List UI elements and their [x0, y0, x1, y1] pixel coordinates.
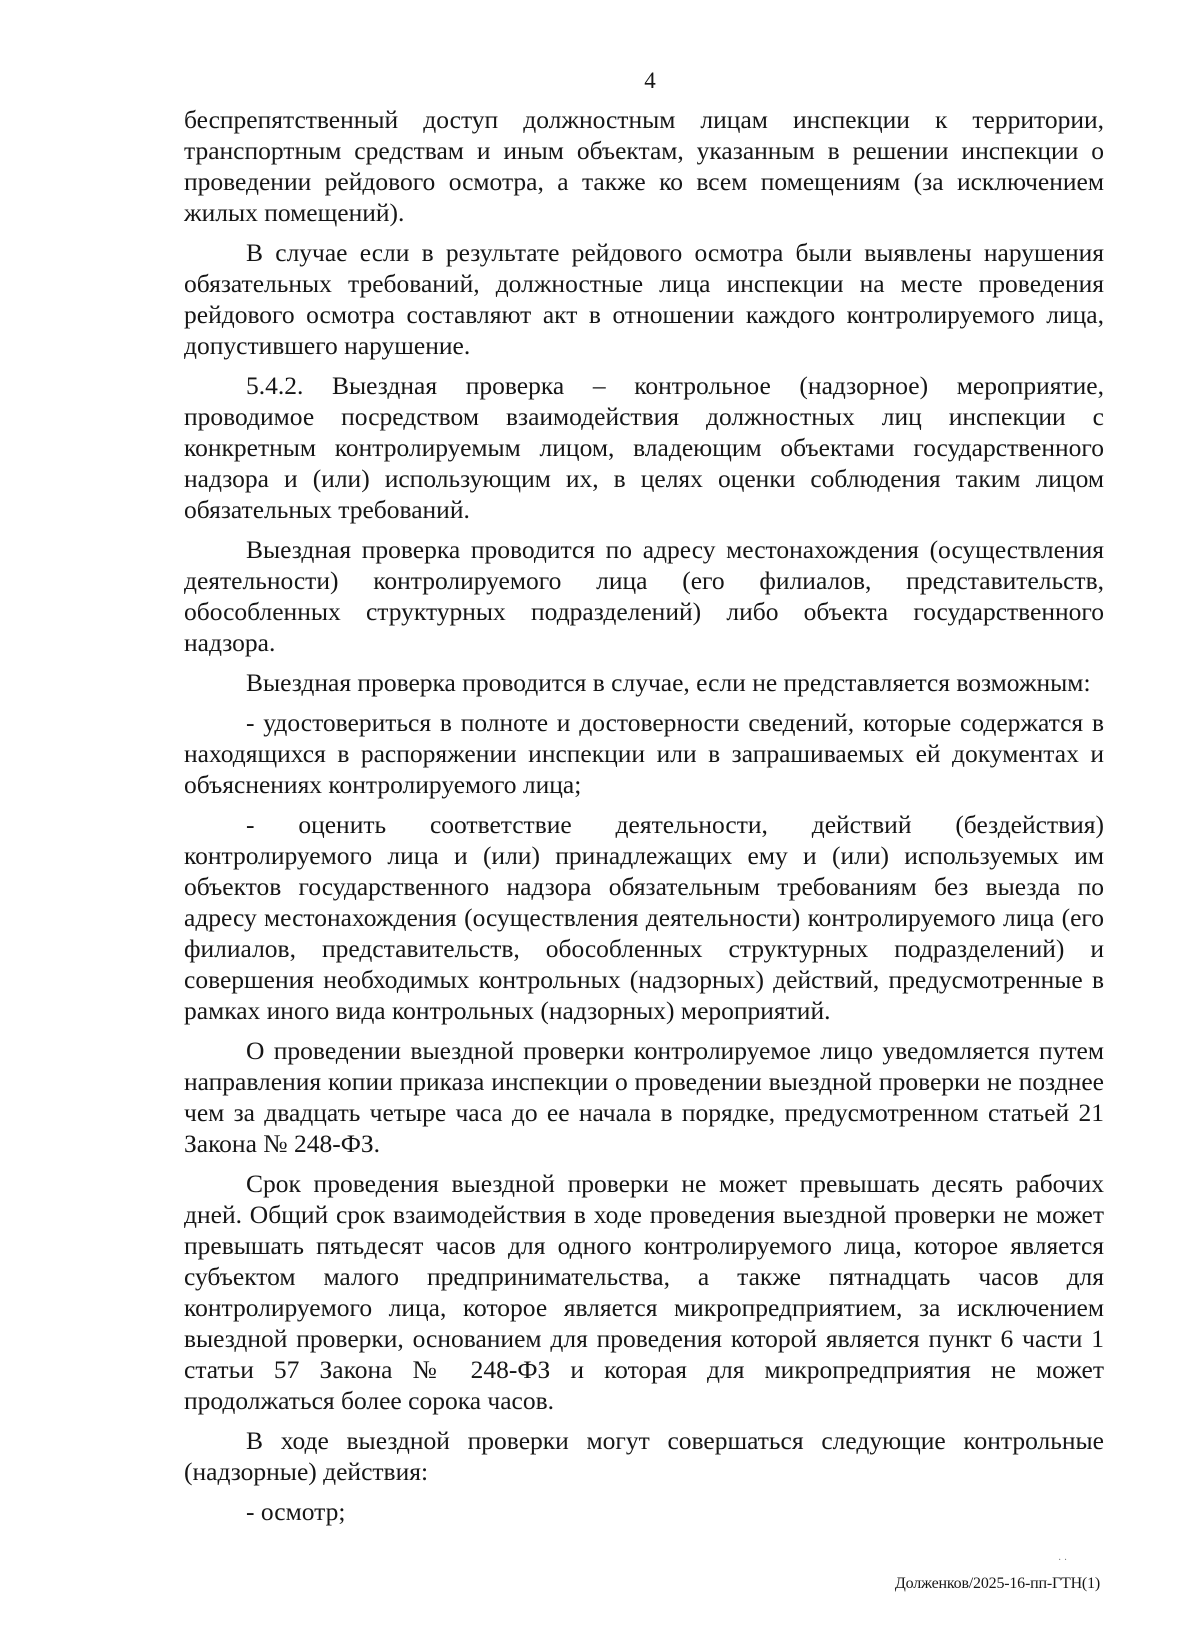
paragraph-5-4-2-field-inspection: 5.4.2. Выездная проверка – контрольное (надзорное) мероприятие, проводимое посредством взаимодействия должностных лиц инспекции с конкретным контролируемым лицом, владеющим объектами государственного надзора и (или) использующим их, в целях оценки соблюдения таким лицом обязательных требований. — [184, 371, 1104, 524]
paragraph-violations-act: В случае если в результате рейдового осмотра были выявлены нарушения обязательных требований, должностные лица инспекции на месте проведения рейдового осмотра составляют акт в отношении каждого контролируемого лица, допустившего нарушение. — [184, 238, 1104, 360]
paragraph-notification: О проведении выездной проверки контролируемое лицо уведомляется путем направления копии приказа инспекции о проведении выездной проверки не позднее чем за двадцать четыре часа до ее начала в порядке, предусмотренном статьей 21 Закона № 248-ФЗ. — [184, 1036, 1104, 1158]
list-item-inspection: - осмотр; — [246, 1497, 346, 1526]
list-item-assess-compliance: - оценить соответствие деятельности, действий (бездействия) контролируемого лица и (или) принадлежащих ему и (или) используемых им объектов государственного надзора обязательным требованиям без выезда по адресу местонахождения (осуществления деятельности) контролируемого лица (его филиалов, представительств, обособленных структурных подразделений) и совершения необходимых контрольных (надзорных) действий, предусмотренные в рамках иного вида контрольных (надзорных) мероприятий. — [184, 810, 1104, 1025]
scan-artifact: · · — [1058, 1555, 1068, 1566]
page-number: 4 — [644, 68, 656, 93]
paragraph-inspection-duration: Срок проведения выездной проверки не может превышать десять рабочих дней. Общий срок взаимодействия в ходе проведения выездной проверки не может превышать пятьдесят часов для одного контролируемого лица, которое является субъектом малого предпринимательства, а также пятнадцать часов для контролируемого лица, которое является микропредприятием, за исключением выездной проверки, основанием для проведения которой является пункт 6 части 1 статьи 57 Закона № 248-ФЗ и которая для микропредприятия не может продолжаться более сорока часов. — [184, 1169, 1104, 1415]
document-body — [184, 104, 1104, 1536]
paragraph-inspection-conditions: Выездная проверка проводится в случае, если не представляется возможным: — [246, 668, 1091, 697]
paragraph-continuation: беспрепятственный доступ должностным лицам инспекции к территории, транспортным средствам и иным объектам, указанным в решении инспекции о проведении рейдового осмотра, а также ко всем помещениям (за исключением жилых помещений). — [184, 105, 1104, 227]
list-item-verify-information: - удостовериться в полноте и достоверности сведений, которые содержатся в находящихся в распоряжении инспекции или в запрашиваемых ей документах и объяснениях контролируемого лица; — [184, 708, 1104, 799]
paragraph-control-actions: В ходе выездной проверки могут совершаться следующие контрольные (надзорные) действия: — [184, 1426, 1104, 1486]
document-reference-code: Долженков/2025-16-пп-ГТН(1) — [894, 1575, 1100, 1592]
paragraph-inspection-address: Выездная проверка проводится по адресу местонахождения (осуществления деятельности) контролируемого лица (его филиалов, представительств, обособленных структурных подразделений) либо объекта государственного надзора. — [184, 535, 1104, 657]
